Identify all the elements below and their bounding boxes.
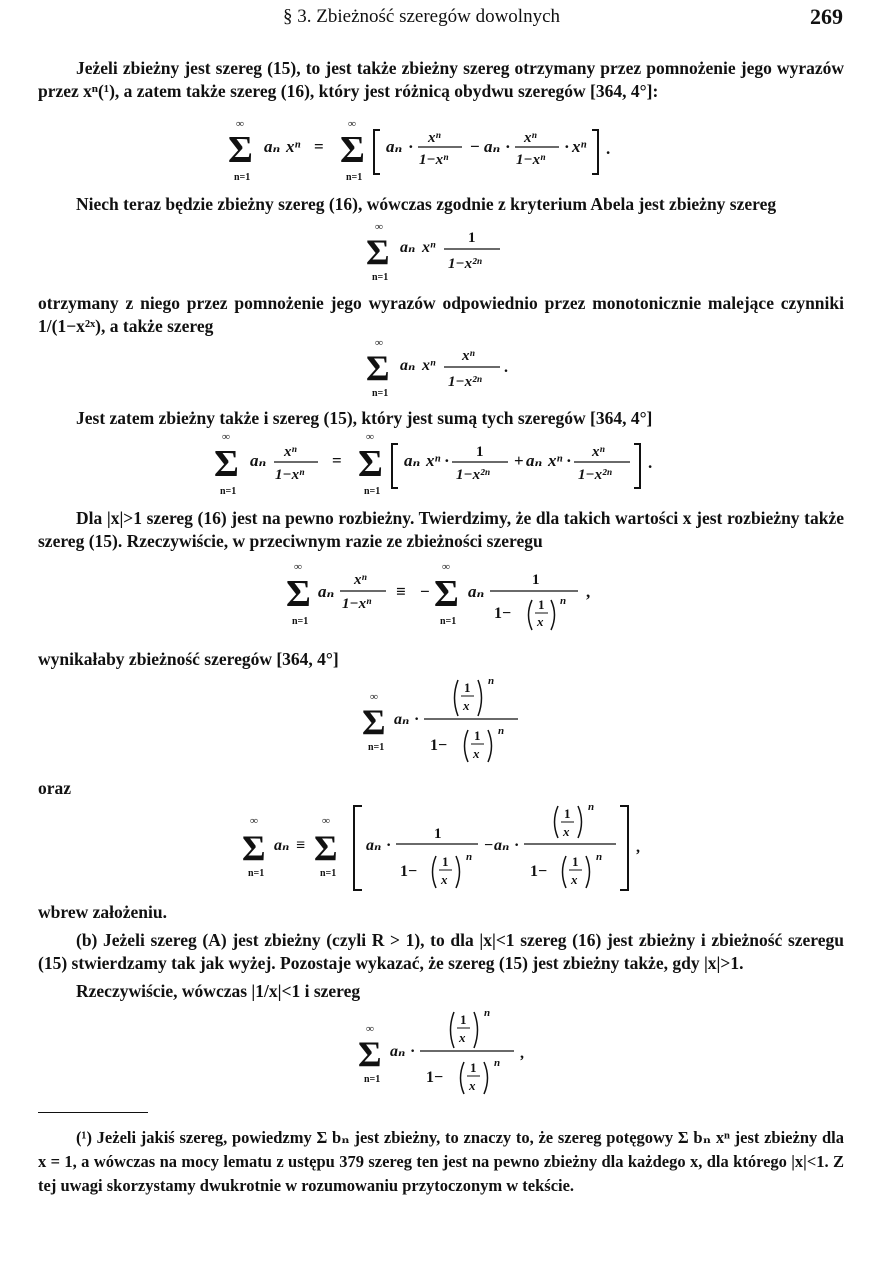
svg-text:n=1: n=1 (292, 616, 309, 627)
svg-text:aₙ: aₙ (468, 582, 485, 601)
svg-text:∞: ∞ (375, 337, 383, 349)
svg-text:=: = (314, 137, 324, 156)
svg-text:x: x (459, 1030, 466, 1045)
svg-text:1: 1 (434, 826, 442, 842)
svg-text:aₙ: aₙ (318, 582, 335, 601)
svg-text:1−: 1− (426, 1069, 444, 1086)
paragraph-4: Jest zatem zbieżny także i szereg (15), który jest sumą tych szeregów [364, 4°] (76, 408, 653, 428)
svg-text:∞: ∞ (294, 561, 302, 573)
svg-text:1: 1 (468, 230, 476, 246)
svg-text:xⁿ: xⁿ (286, 137, 301, 156)
svg-text:n: n (596, 851, 603, 863)
svg-text:∞: ∞ (322, 815, 330, 827)
formula-series-b (238, 798, 658, 903)
svg-text:1: 1 (460, 1012, 467, 1027)
svg-text:xⁿ: xⁿ (462, 348, 475, 364)
paragraph-10: Rzeczywiście, wówczas |1/x|<1 i szereg (76, 981, 361, 1001)
svg-text:,: , (520, 1045, 524, 1062)
svg-text:1−x²ⁿ: 1−x²ⁿ (448, 256, 482, 272)
svg-text:x: x (441, 872, 448, 887)
svg-text:·: · (444, 451, 450, 470)
svg-text:∞: ∞ (236, 118, 244, 130)
svg-text:·: · (566, 451, 572, 470)
svg-text:,: , (586, 582, 591, 601)
svg-text:aₙ: aₙ (264, 137, 281, 156)
svg-text:n=1: n=1 (372, 388, 389, 399)
paragraph-6: wynikałaby zbieżność szeregów [364, 4°] (38, 649, 339, 669)
svg-text:1−: 1− (530, 863, 548, 880)
svg-text:Σ: Σ (362, 702, 386, 742)
svg-text:n: n (588, 801, 595, 813)
formula-second-series (362, 338, 532, 403)
svg-text:xⁿ: xⁿ (284, 444, 297, 460)
svg-text:n=1: n=1 (320, 868, 337, 879)
svg-text:+: + (514, 451, 524, 470)
svg-text:Σ: Σ (358, 1034, 382, 1074)
svg-text:1−: 1− (400, 863, 418, 880)
svg-text:1−: 1− (430, 737, 448, 754)
svg-text:·: · (408, 137, 414, 156)
svg-text:−: − (420, 582, 430, 601)
page-number: 269 (810, 4, 843, 29)
svg-text:x: x (469, 1078, 476, 1093)
svg-text:aₙ: aₙ (400, 239, 416, 256)
svg-text:1−x²ⁿ: 1−x²ⁿ (456, 467, 490, 483)
svg-text:aₙ: aₙ (250, 451, 267, 470)
svg-text:n=1: n=1 (372, 272, 389, 283)
paragraph-2: Niech teraz będzie zbieżny szereg (16), wówczas zgodnie z kryterium Abela jest zbieżny szereg (76, 194, 777, 214)
svg-text:1: 1 (464, 680, 471, 695)
svg-text:1−xⁿ: 1−xⁿ (275, 467, 305, 483)
svg-text:=: = (332, 451, 342, 470)
svg-text:·: · (514, 837, 520, 854)
svg-text:1−xⁿ: 1−xⁿ (342, 596, 372, 612)
svg-text:n=1: n=1 (248, 868, 265, 879)
svg-text:1−: 1− (494, 605, 512, 622)
svg-text:1−xⁿ: 1−xⁿ (516, 152, 546, 168)
section-title: § 3. Zbieżność szeregów dowolnych (283, 6, 561, 27)
formula-contradiction (282, 560, 612, 645)
footnote: (¹) Jeżeli jakiś szereg, powiedzmy Σ bₙ jest zbieżny, to znaczy to, że szereg potęgowy Σ bₙ xⁿ jest zbieżny dla x = 1, a wówczas na mocy lematu z ustępu 379 szereg ten jest na pewno zbieżny dla każdego x, dla którego |x|<1. Z tej uwagi skorzystamy dwukrotnie w rozumowaniu przytoczonym w tekście. (38, 1128, 844, 1195)
svg-text:xⁿ: xⁿ (422, 357, 436, 374)
svg-text:.: . (504, 359, 508, 376)
paragraph-7: oraz (38, 778, 72, 798)
paragraph-8: wbrew założeniu. (38, 902, 167, 922)
svg-text:1: 1 (476, 444, 484, 460)
svg-text:aₙ: aₙ (390, 1043, 406, 1060)
svg-text:x: x (473, 746, 480, 761)
svg-text:·: · (410, 1043, 416, 1060)
svg-text:∞: ∞ (366, 431, 374, 443)
svg-text:xⁿ: xⁿ (422, 239, 436, 256)
paragraph-1: Jeżeli zbieżny jest szereg (15), to jest także zbieżny szereg otrzymany przez pomnożenie jego wyrazów przez xⁿ(¹), a zatem także szereg (16), który jest różnicą obydwu szeregów [364, 4°]: (38, 58, 844, 101)
svg-text:Σ: Σ (366, 348, 390, 388)
svg-text:1: 1 (474, 728, 481, 743)
formula-sum (210, 432, 670, 503)
svg-text:−: − (470, 137, 480, 156)
svg-text:aₙ: aₙ (494, 837, 510, 854)
svg-text:n=1: n=1 (220, 486, 237, 497)
svg-text:aₙ: aₙ (526, 451, 543, 470)
svg-text:xⁿ: xⁿ (548, 451, 563, 470)
svg-text:1−x²ⁿ: 1−x²ⁿ (448, 374, 482, 390)
svg-text:x: x (571, 872, 578, 887)
svg-text:aₙ: aₙ (274, 837, 290, 854)
svg-text:·: · (414, 711, 420, 728)
svg-text:∞: ∞ (250, 815, 258, 827)
svg-text:xⁿ: xⁿ (572, 137, 587, 156)
svg-text:∞: ∞ (375, 221, 383, 233)
svg-text:xⁿ: xⁿ (426, 451, 441, 470)
svg-text:aₙ: aₙ (366, 837, 382, 854)
svg-text:≡: ≡ (396, 582, 406, 601)
svg-text:n=1: n=1 (234, 172, 251, 183)
svg-text:xⁿ: xⁿ (524, 130, 537, 146)
svg-text:1: 1 (442, 854, 449, 869)
svg-text:aₙ: aₙ (386, 137, 403, 156)
svg-text:.: . (606, 139, 611, 158)
svg-text:≡: ≡ (296, 837, 306, 854)
svg-text:aₙ: aₙ (484, 137, 501, 156)
svg-text:∞: ∞ (370, 691, 378, 703)
svg-text:xⁿ: xⁿ (354, 572, 367, 588)
svg-text:1: 1 (538, 597, 545, 612)
svg-text:aₙ: aₙ (404, 451, 421, 470)
svg-text:aₙ: aₙ (400, 357, 416, 374)
svg-text:n=1: n=1 (440, 616, 457, 627)
svg-text:1−xⁿ: 1−xⁿ (419, 152, 449, 168)
svg-text:Σ: Σ (228, 129, 253, 171)
svg-text:Σ: Σ (286, 573, 311, 615)
footnote-rule (38, 1112, 148, 1113)
paragraph-3: otrzymany z niego przez pomnożenie jego wyrazów odpowiednio przez monotonicznie malejące czynniki 1/(1−x²ˣ), a także szereg (38, 293, 844, 336)
svg-text:n: n (494, 1057, 501, 1069)
page-header (0, 4, 893, 30)
paragraph-5: Dla |x|>1 szereg (16) jest na pewno rozbieżny. Twierdzimy, że dla takich wartości x jest rozbieżny także szereg (15). Rzeczywiście, w przeciwnym razie ze zbieżności szeregu (38, 508, 844, 551)
svg-text:∞: ∞ (366, 1023, 374, 1035)
svg-text:n=1: n=1 (364, 1074, 381, 1085)
svg-text:1−x²ⁿ: 1−x²ⁿ (578, 467, 612, 483)
svg-text:xⁿ: xⁿ (592, 444, 605, 460)
svg-text:Σ: Σ (358, 443, 383, 485)
formula-series-c (354, 1006, 544, 1111)
formula-difference (222, 118, 642, 189)
svg-text:1: 1 (572, 854, 579, 869)
svg-text:x: x (463, 698, 470, 713)
svg-text:Σ: Σ (314, 828, 338, 868)
svg-text:·: · (564, 137, 570, 156)
svg-text:n: n (560, 595, 567, 607)
svg-text:1: 1 (470, 1060, 477, 1075)
svg-text:·: · (505, 137, 511, 156)
svg-text:n=1: n=1 (364, 486, 381, 497)
formula-series-a (358, 674, 538, 779)
svg-text:n=1: n=1 (346, 172, 363, 183)
svg-text:aₙ: aₙ (394, 711, 410, 728)
svg-text:·: · (386, 837, 392, 854)
svg-text:Σ: Σ (214, 443, 239, 485)
svg-text:∞: ∞ (222, 431, 230, 443)
formula-abel (362, 222, 532, 287)
svg-text:n: n (498, 725, 505, 737)
svg-text:n: n (484, 1007, 491, 1019)
svg-text:−: − (484, 837, 494, 854)
svg-text:n=1: n=1 (368, 742, 385, 753)
svg-text:Σ: Σ (242, 828, 266, 868)
paragraph-9: (b) Jeżeli szereg (A) jest zbieżny (czyli R > 1), to dla |x|<1 szereg (16) jest zbieżny i zbieżność szeregu (15) stwierdzamy tak jak wyżej. Pozostaje wykazać, że szereg (15) jest zbieżny także, gdy |x|>1. (38, 930, 844, 973)
svg-text:n: n (488, 675, 495, 687)
svg-text:xⁿ: xⁿ (428, 130, 441, 146)
svg-text:1: 1 (564, 806, 571, 821)
svg-text:Σ: Σ (434, 573, 459, 615)
svg-text:1: 1 (532, 572, 540, 588)
svg-text:n: n (466, 851, 473, 863)
svg-text:∞: ∞ (348, 118, 356, 130)
svg-text:∞: ∞ (442, 561, 450, 573)
svg-text:Σ: Σ (366, 232, 390, 272)
svg-text:x: x (537, 614, 544, 629)
svg-text:x: x (563, 824, 570, 839)
svg-text:Σ: Σ (340, 129, 365, 171)
svg-text:.: . (648, 453, 653, 472)
svg-text:,: , (636, 839, 640, 856)
